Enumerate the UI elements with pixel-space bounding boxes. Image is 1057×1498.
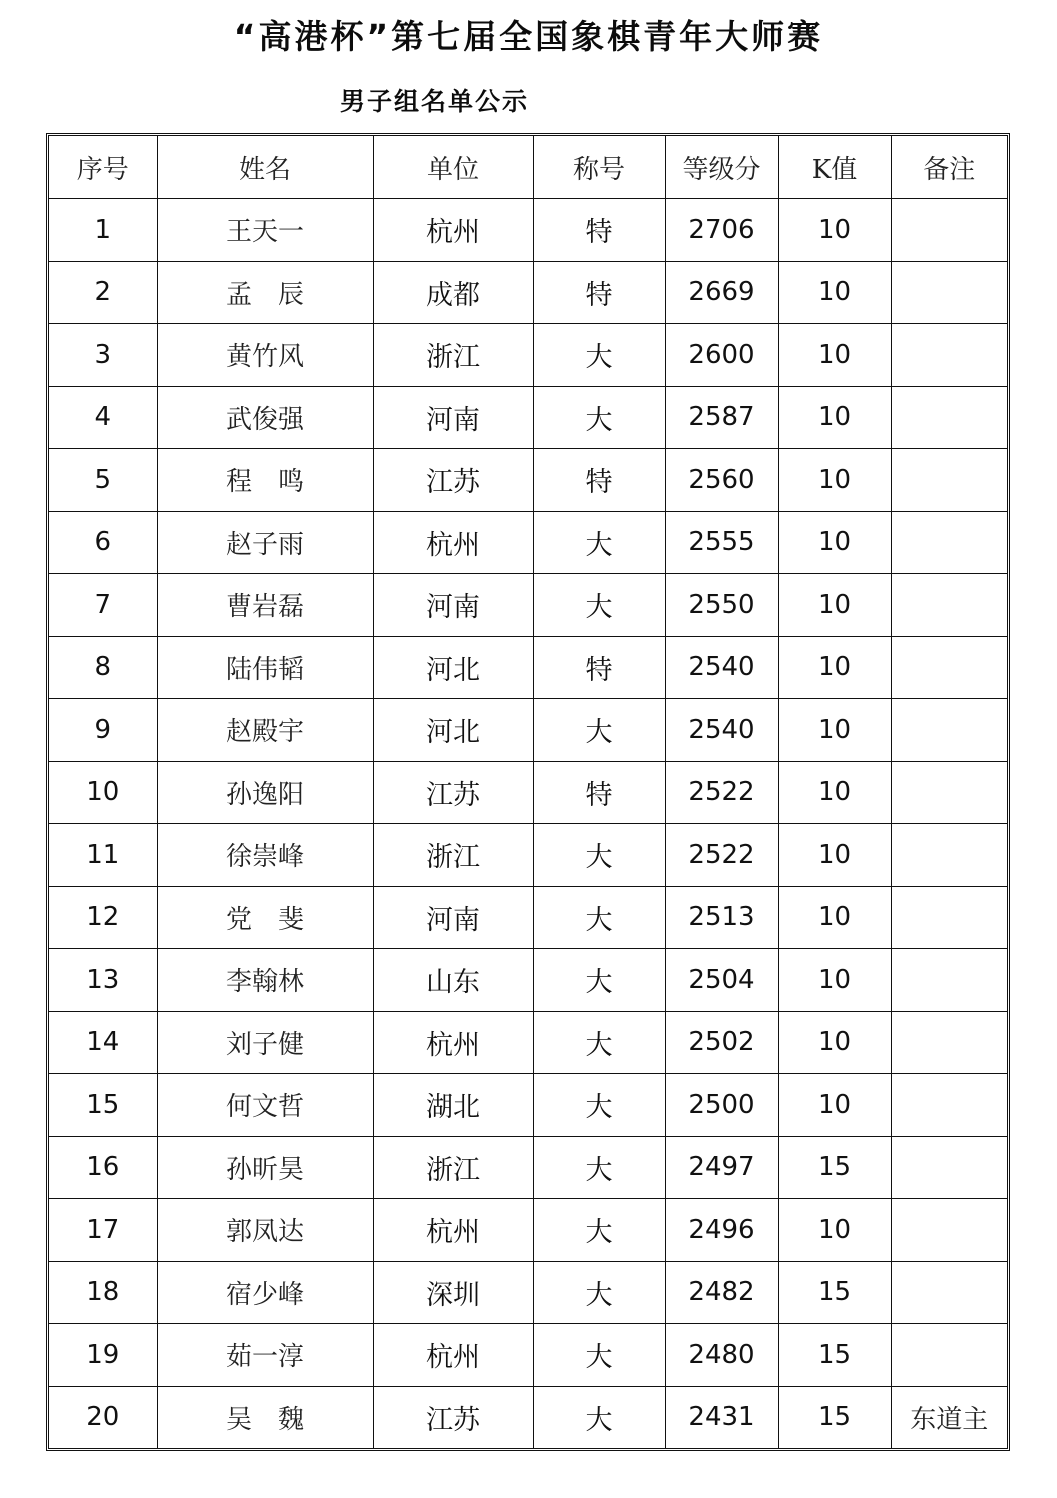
cell-unit: 湖北 <box>373 1074 533 1137</box>
cell-unit: 浙江 <box>373 824 533 887</box>
cell-note <box>891 824 1007 887</box>
cell-title: 大 <box>533 1074 665 1137</box>
header-unit: 单位 <box>373 136 533 199</box>
cell-seq: 2 <box>49 261 157 324</box>
cell-name: 孙逸阳 <box>157 761 373 824</box>
cell-unit: 江苏 <box>373 449 533 512</box>
cell-name: 党 斐 <box>157 886 373 949</box>
cell-unit: 杭州 <box>373 1199 533 1262</box>
cell-seq: 7 <box>49 574 157 637</box>
cell-note <box>891 761 1007 824</box>
cell-rating: 2540 <box>665 699 778 762</box>
cell-k-value: 10 <box>778 699 891 762</box>
cell-k-value: 10 <box>778 886 891 949</box>
cell-k-value: 10 <box>778 574 891 637</box>
cell-seq: 20 <box>49 1386 157 1448</box>
cell-note <box>891 199 1007 262</box>
cell-title: 特 <box>533 449 665 512</box>
cell-unit: 河南 <box>373 886 533 949</box>
cell-unit: 江苏 <box>373 761 533 824</box>
cell-rating: 2513 <box>665 886 778 949</box>
cell-note <box>891 1261 1007 1324</box>
cell-rating: 2522 <box>665 824 778 887</box>
table-row <box>49 824 1007 887</box>
cell-note <box>891 886 1007 949</box>
cell-rating: 2600 <box>665 324 778 387</box>
cell-k-value: 15 <box>778 1386 891 1448</box>
table-header-row <box>49 136 1007 199</box>
cell-note <box>891 511 1007 574</box>
cell-k-value: 10 <box>778 949 891 1012</box>
cell-rating: 2497 <box>665 1136 778 1199</box>
cell-seq: 16 <box>49 1136 157 1199</box>
cell-note <box>891 261 1007 324</box>
cell-title: 大 <box>533 1324 665 1387</box>
cell-unit: 江苏 <box>373 1386 533 1448</box>
cell-name: 李翰林 <box>157 949 373 1012</box>
cell-seq: 15 <box>49 1074 157 1137</box>
cell-title: 大 <box>533 1386 665 1448</box>
cell-name: 吴 魏 <box>157 1386 373 1448</box>
cell-k-value: 10 <box>778 511 891 574</box>
cell-name: 郭凤达 <box>157 1199 373 1262</box>
cell-title: 大 <box>533 386 665 449</box>
cell-name: 徐崇峰 <box>157 824 373 887</box>
cell-name: 黄竹风 <box>157 324 373 387</box>
table-row <box>49 1011 1007 1074</box>
table-row <box>49 574 1007 637</box>
cell-rating: 2500 <box>665 1074 778 1137</box>
cell-title: 大 <box>533 1199 665 1262</box>
cell-name: 陆伟韬 <box>157 636 373 699</box>
cell-unit: 浙江 <box>373 1136 533 1199</box>
cell-note <box>891 324 1007 387</box>
table-row <box>49 261 1007 324</box>
cell-rating: 2560 <box>665 449 778 512</box>
cell-name: 曹岩磊 <box>157 574 373 637</box>
cell-unit: 杭州 <box>373 511 533 574</box>
cell-rating: 2496 <box>665 1199 778 1262</box>
cell-seq: 10 <box>49 761 157 824</box>
cell-name: 何文哲 <box>157 1074 373 1137</box>
cell-note <box>891 449 1007 512</box>
table-row <box>49 1261 1007 1324</box>
cell-seq: 12 <box>49 886 157 949</box>
cell-k-value: 10 <box>778 761 891 824</box>
cell-k-value: 10 <box>778 636 891 699</box>
cell-seq: 6 <box>49 511 157 574</box>
table-row <box>49 1074 1007 1137</box>
cell-note: 东道主 <box>891 1386 1007 1448</box>
cell-unit: 河南 <box>373 386 533 449</box>
cell-title: 特 <box>533 636 665 699</box>
cell-name: 刘子健 <box>157 1011 373 1074</box>
cell-seq: 5 <box>49 449 157 512</box>
cell-k-value: 10 <box>778 324 891 387</box>
cell-k-value: 10 <box>778 1011 891 1074</box>
cell-name: 茹一淳 <box>157 1324 373 1387</box>
cell-unit: 河北 <box>373 636 533 699</box>
cell-name: 武俊强 <box>157 386 373 449</box>
cell-unit: 杭州 <box>373 1324 533 1387</box>
cell-k-value: 10 <box>778 261 891 324</box>
roster-table-frame <box>46 133 1010 1451</box>
cell-rating: 2587 <box>665 386 778 449</box>
cell-seq: 1 <box>49 199 157 262</box>
cell-title: 大 <box>533 511 665 574</box>
header-title: 称号 <box>533 136 665 199</box>
table-row <box>49 199 1007 262</box>
cell-note <box>891 1199 1007 1262</box>
cell-seq: 19 <box>49 1324 157 1387</box>
cell-title: 大 <box>533 886 665 949</box>
table-row <box>49 1324 1007 1387</box>
table-row <box>49 699 1007 762</box>
cell-k-value: 10 <box>778 386 891 449</box>
cell-note <box>891 949 1007 1012</box>
header-rating: 等级分 <box>665 136 778 199</box>
cell-note <box>891 1074 1007 1137</box>
cell-note <box>891 699 1007 762</box>
cell-seq: 4 <box>49 386 157 449</box>
table-row <box>49 449 1007 512</box>
cell-k-value: 10 <box>778 199 891 262</box>
table-row <box>49 1386 1007 1448</box>
table-row <box>49 386 1007 449</box>
cell-rating: 2431 <box>665 1386 778 1448</box>
table-row <box>49 1199 1007 1262</box>
cell-seq: 3 <box>49 324 157 387</box>
cell-seq: 14 <box>49 1011 157 1074</box>
cell-seq: 13 <box>49 949 157 1012</box>
cell-rating: 2669 <box>665 261 778 324</box>
cell-k-value: 10 <box>778 1199 891 1262</box>
cell-note <box>891 636 1007 699</box>
table-body <box>49 199 1007 1449</box>
cell-seq: 18 <box>49 1261 157 1324</box>
cell-note <box>891 386 1007 449</box>
cell-unit: 河北 <box>373 699 533 762</box>
cell-rating: 2504 <box>665 949 778 1012</box>
cell-rating: 2480 <box>665 1324 778 1387</box>
table-row <box>49 949 1007 1012</box>
header-name: 姓名 <box>157 136 373 199</box>
cell-title: 大 <box>533 949 665 1012</box>
cell-unit: 深圳 <box>373 1261 533 1324</box>
table-row <box>49 636 1007 699</box>
cell-note <box>891 1136 1007 1199</box>
cell-name: 王天一 <box>157 199 373 262</box>
cell-name: 宿少峰 <box>157 1261 373 1324</box>
cell-seq: 17 <box>49 1199 157 1262</box>
table-row <box>49 511 1007 574</box>
table-row <box>49 886 1007 949</box>
document-subtitle: 男子组名单公示 <box>340 87 530 116</box>
cell-k-value: 15 <box>778 1136 891 1199</box>
table-row <box>49 761 1007 824</box>
cell-k-value: 10 <box>778 1074 891 1137</box>
table-row <box>49 324 1007 387</box>
header-k-value: K值 <box>778 136 891 199</box>
cell-rating: 2550 <box>665 574 778 637</box>
cell-rating: 2540 <box>665 636 778 699</box>
cell-unit: 山东 <box>373 949 533 1012</box>
cell-note <box>891 1011 1007 1074</box>
header-note: 备注 <box>891 136 1007 199</box>
cell-name: 孙昕昊 <box>157 1136 373 1199</box>
cell-rating: 2502 <box>665 1011 778 1074</box>
cell-rating: 2482 <box>665 1261 778 1324</box>
cell-note <box>891 574 1007 637</box>
cell-unit: 成都 <box>373 261 533 324</box>
cell-rating: 2522 <box>665 761 778 824</box>
cell-unit: 杭州 <box>373 199 533 262</box>
cell-unit: 浙江 <box>373 324 533 387</box>
cell-seq: 11 <box>49 824 157 887</box>
cell-unit: 杭州 <box>373 1011 533 1074</box>
cell-title: 大 <box>533 1261 665 1324</box>
document-title: “高港杯”第七届全国象棋青年大师赛 <box>233 17 824 56</box>
cell-rating: 2706 <box>665 199 778 262</box>
cell-title: 大 <box>533 824 665 887</box>
header-seq: 序号 <box>49 136 157 199</box>
cell-name: 赵子雨 <box>157 511 373 574</box>
cell-k-value: 10 <box>778 449 891 512</box>
cell-seq: 8 <box>49 636 157 699</box>
table-row <box>49 1136 1007 1199</box>
cell-k-value: 10 <box>778 824 891 887</box>
cell-title: 大 <box>533 699 665 762</box>
cell-title: 大 <box>533 1011 665 1074</box>
cell-note <box>891 1324 1007 1387</box>
cell-unit: 河南 <box>373 574 533 637</box>
cell-seq: 9 <box>49 699 157 762</box>
cell-name: 赵殿宇 <box>157 699 373 762</box>
cell-title: 特 <box>533 761 665 824</box>
cell-title: 大 <box>533 324 665 387</box>
cell-title: 大 <box>533 1136 665 1199</box>
cell-name: 程 鸣 <box>157 449 373 512</box>
cell-title: 大 <box>533 574 665 637</box>
cell-title: 特 <box>533 199 665 262</box>
cell-title: 特 <box>533 261 665 324</box>
cell-rating: 2555 <box>665 511 778 574</box>
cell-name: 孟 辰 <box>157 261 373 324</box>
cell-k-value: 15 <box>778 1261 891 1324</box>
roster-table <box>49 136 1007 1448</box>
cell-k-value: 15 <box>778 1324 891 1387</box>
